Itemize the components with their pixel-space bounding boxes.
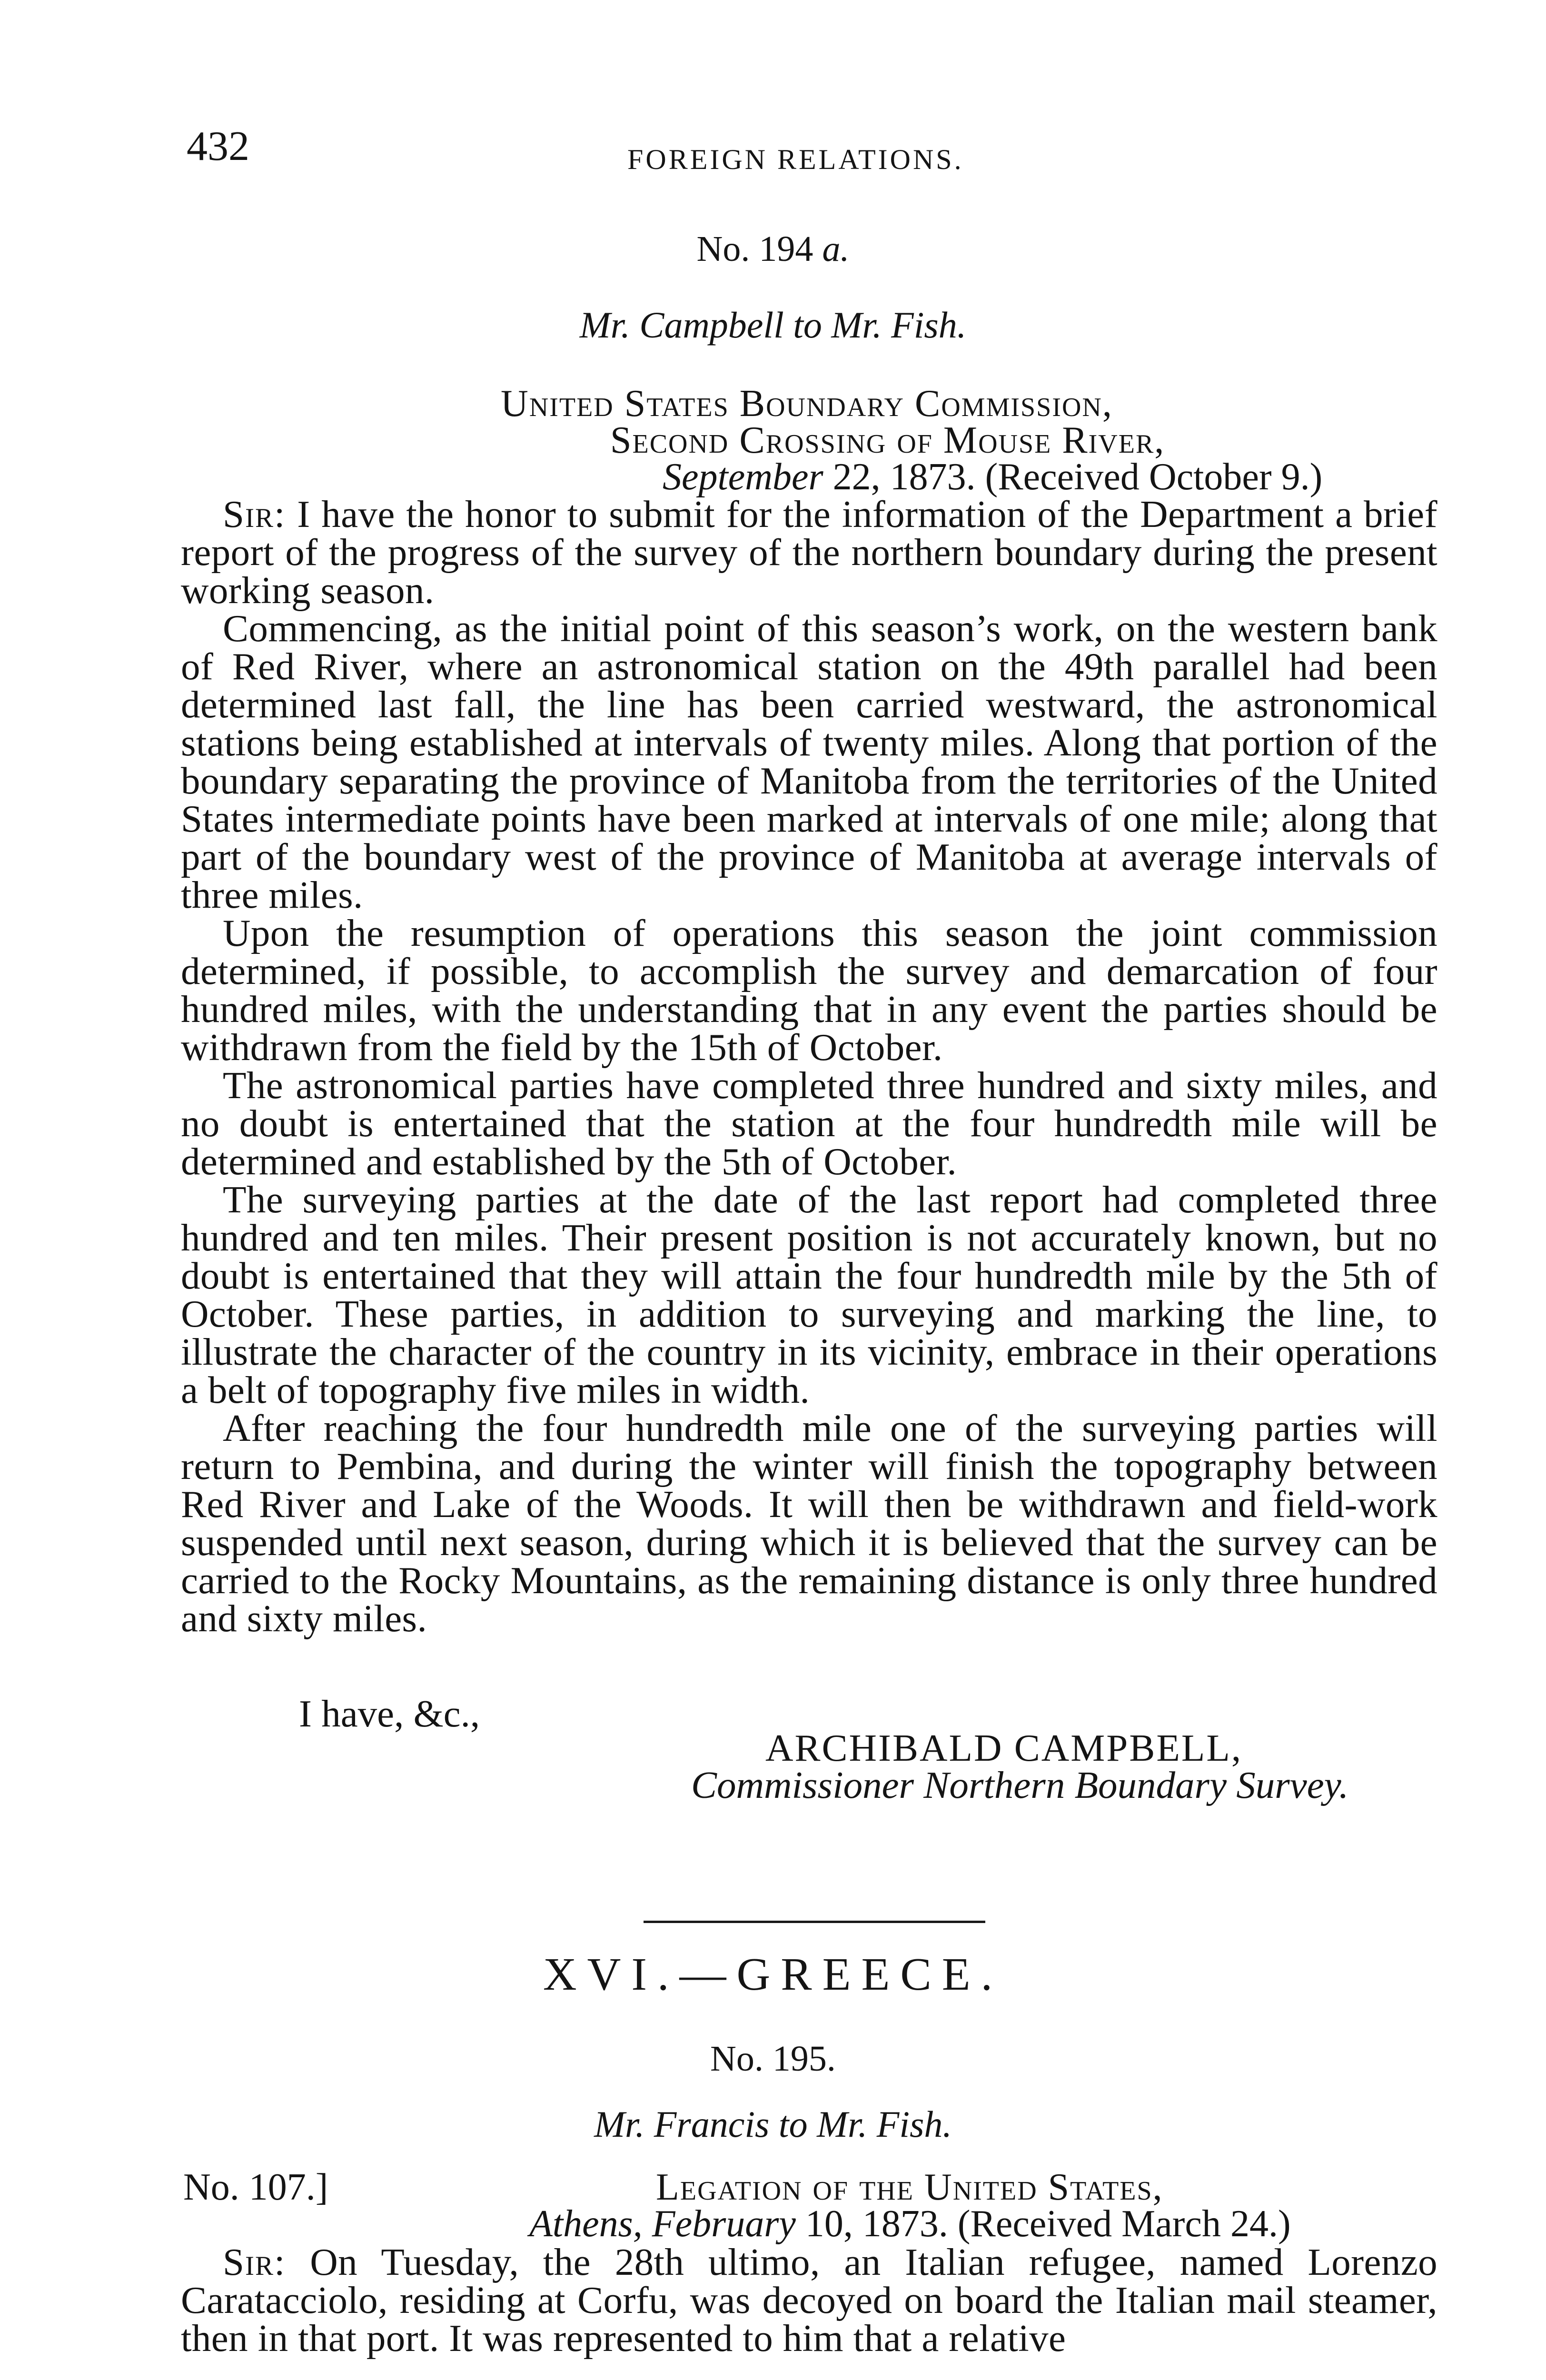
running-head: FOREIGN RELATIONS.: [627, 144, 964, 175]
document-number-main: No. 194: [696, 229, 813, 269]
signature-title: Commissioner Northern Boundary Survey.: [691, 1764, 1349, 1806]
document-number-suffix: a.: [822, 229, 850, 269]
body-paragraph: [181, 2241, 1437, 2360]
letter-date-rest: 10, 1873. (Received March 24.): [795, 2203, 1291, 2245]
letter-body: [181, 493, 1437, 1640]
correspondence-header: Mr. Campbell to Mr. Fish.: [579, 304, 967, 346]
letter-date-rest: 22, 1873. (Received October 9.): [823, 456, 1323, 498]
body-paragraph: The astronomical parties have completed three hundred and sixty miles, and no doubt is entertained that the station at the four hundredth mile will be determined and established by the 5th of October.: [181, 1064, 1437, 1183]
letter-date: [529, 2205, 1291, 2243]
closing: I have, &c.,: [299, 1692, 480, 1735]
letter-body: [181, 2241, 1437, 2360]
document-number: [0, 228, 1546, 270]
signature-name: ARCHIBALD CAMPBELL,: [765, 1726, 1243, 1769]
letterhead-line-2: Second Crossing of Mouse River,: [610, 419, 1165, 461]
correspondence-header: Mr. Francis to Mr. Fish.: [594, 2103, 952, 2145]
paragraph-text: On Tuesday, the 28th ultimo, an Italian refugee, named Lorenzo Caratacciolo, residing at Corfu, was decoyed on board the Italian mail steamer, then in that port. It was represented to him that a relative: [181, 2241, 1437, 2360]
body-paragraph: [181, 493, 1437, 612]
letter-date: [663, 458, 1322, 496]
paragraph-text: I have the honor to submit for the information of the Department a brief report of the progress of the survey of the northern boundary during the present working season.: [181, 493, 1437, 612]
body-paragraph: After reaching the four hundredth mile one of the surveying parties will return to Pembina, and during the winter will finish the topography between Red River and Lake of the Woods. It will then be withdrawn and field-work suspended until next season, during which it is believed that the survey can be carried to the Rocky Mountains, as the remaining distance is only three hundred and sixty miles.: [181, 1407, 1437, 1640]
section-title: XVI.—GREECE.: [543, 1949, 1003, 2000]
body-paragraph: The surveying parties at the date of the last report had completed three hundred and ten miles. Their present position is not accurately known, but no doubt is entertained that they will attain the four hundredth mile by the 5th of October. These parties, in addition to surveying and marking the line, to illustrate the character of the country in its vicinity, embrace in their operations a belt of topography five miles in width.: [181, 1178, 1437, 1411]
salutation: Sir:: [223, 493, 286, 536]
letterhead-line-1: United States Boundary Commission,: [501, 383, 1113, 425]
dispatch-number: No. 107.]: [183, 2166, 328, 2208]
letterhead-line-1: Legation of the United States,: [656, 2166, 1163, 2208]
body-paragraph: Commencing, as the initial point of this season’s work, on the western bank of Red River, where an astronomical station on the 49th parallel had been determined last fall, the line has been carried westward, the astronomical stations being established at intervals of twenty miles. Along that portion of the boundary separating the province of Manitoba from the territories of the United States intermediate points have been marked at intervals of one mile; along that part of the boundary west of the province of Manitoba at average intervals of three miles.: [181, 607, 1437, 916]
salutation: Sir:: [223, 2241, 286, 2283]
document-number: No. 195.: [710, 2039, 836, 2079]
section-divider: [644, 1921, 985, 1923]
letter-date-month: September: [663, 456, 823, 498]
body-paragraph: Upon the resumption of operations this season the joint commission determined, if possible, to accomplish the survey and demarcation of four hundred miles, with the understanding that in any event the parties should be withdrawn from the field by the 15th of October.: [181, 912, 1437, 1069]
letter-date-place: Athens, February: [529, 2203, 796, 2245]
page-number: 432: [187, 123, 249, 169]
